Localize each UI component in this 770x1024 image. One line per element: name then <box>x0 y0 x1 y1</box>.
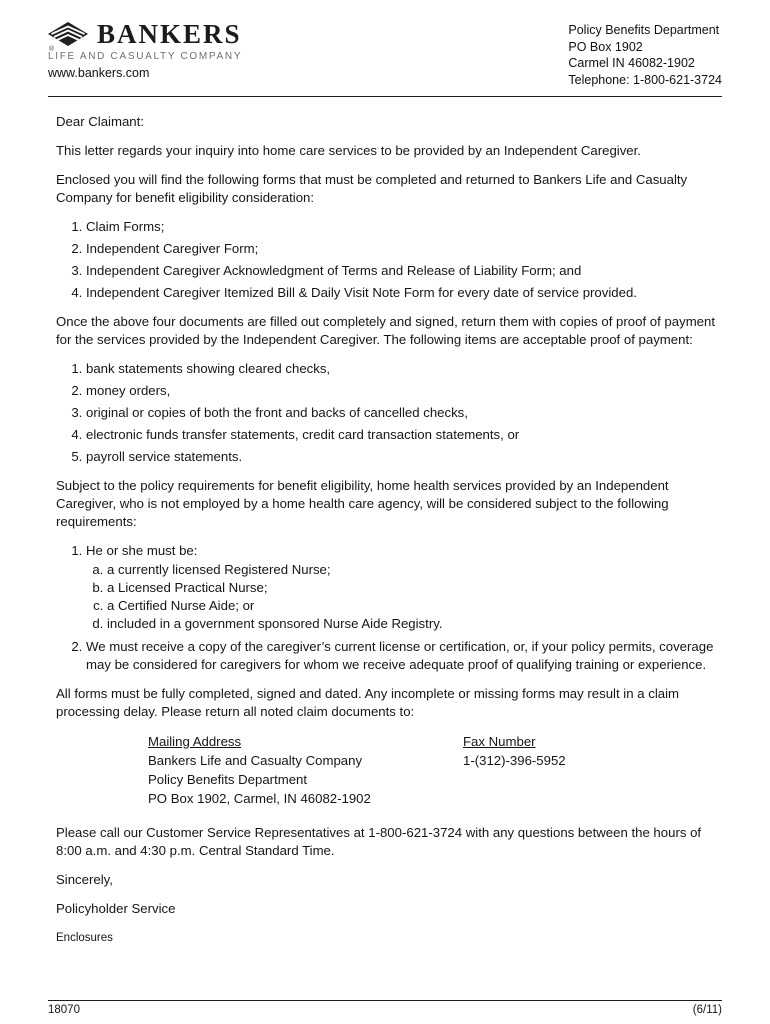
list-item: d. included in a government sponsored Nurse Aide Registry. <box>107 615 722 633</box>
fax-number: 1-(312)-396-5952 <box>463 753 566 768</box>
footer-divider <box>48 1000 722 1001</box>
department-name: Policy Benefits Department <box>568 23 720 37</box>
brand-block <box>48 20 242 80</box>
proof-of-payment-list <box>56 360 722 466</box>
po-box-line: PO Box 1902 <box>568 39 643 54</box>
mailing-address-heading: Mailing Address <box>148 734 242 749</box>
fax-number-heading: Fax Number <box>463 734 536 749</box>
list-item: b. a Licensed Practical Nurse; <box>107 579 722 597</box>
telephone-line: Telephone: 1-800-621-3724 <box>568 72 722 87</box>
list-item: 5. payroll service statements. <box>86 448 722 466</box>
city-state-zip-line: Carmel IN 46082-1902 <box>568 56 695 70</box>
registered-trademark-symbol: ® <box>49 46 55 54</box>
list-item: 4. Independent Caregiver Itemized Bill & Daily Visit Note Form for every date of service provided. <box>86 284 722 302</box>
credential-options-list <box>86 561 722 633</box>
paragraph-return-instructions: All forms must be fully completed, signed and dated. Any incomplete or missing forms may result in a claim processing delay. Please return all noted claim documents to: <box>56 686 680 719</box>
department-address-block <box>568 20 722 88</box>
paragraph-intro: This letter regards your inquiry into home care services to be provided by an Independent Caregiver. <box>56 143 641 158</box>
list-item: 3. Independent Caregiver Acknowledgment of Terms and Release of Liability Form; and <box>86 262 722 280</box>
fax-number-block <box>463 732 566 808</box>
list-item: 2. We must receive a copy of the caregiver’s current license or certification, or, if your policy permits, coverage may be considered for caregivers for whom we receive adequate proof of qualifying training or experience. <box>86 638 722 674</box>
list-item: c. a Certified Nurse Aide; or <box>107 597 722 615</box>
salutation: Dear Claimant: <box>56 114 144 129</box>
form-number: 18070 <box>48 1004 80 1016</box>
company-website: www.bankers.com <box>48 66 150 81</box>
bankers-logo-icon <box>48 22 88 54</box>
requirements-list <box>56 542 722 674</box>
mailing-address-line: PO Box 1902, Carmel, IN 46082-1902 <box>148 791 371 806</box>
list-item: 3. original or copies of both the front and backs of cancelled checks, <box>86 404 722 422</box>
paragraph-requirements: Subject to the policy requirements for benefit eligibility, home health services provided by an Independent Caregiver, who is not employed by a home health care agency, will be considered subject to the following requirements: <box>56 478 669 529</box>
list-item: 2. money orders, <box>86 382 722 400</box>
list-item <box>86 542 722 633</box>
forms-list <box>56 218 722 302</box>
paragraph-proof-of-payment: Once the above four documents are filled out completely and signed, return them with copies of proof of payment for the services provided by the Independent Caregiver. The following items are acceptable proof of payment: <box>56 314 716 347</box>
mailing-address-line: Policy Benefits Department <box>148 772 308 787</box>
list-item: 2. Independent Caregiver Form; <box>86 240 722 258</box>
return-address-block <box>148 732 722 808</box>
paragraph-enclosed-forms: Enclosed you will find the following forms that must be completed and returned to Bankers Life and Casualty Company for benefit eligibility consideration: <box>56 172 688 205</box>
enclosures-note: Enclosures <box>56 932 113 944</box>
requirement-label: He or she must be: <box>86 543 198 558</box>
letterhead <box>48 20 722 88</box>
company-subtitle: LIFE AND CASUALTY COMPANY <box>48 51 243 63</box>
letter-body <box>48 97 722 947</box>
list-item: 1. bank statements showing cleared checks, <box>86 360 722 378</box>
list-item: a. a currently licensed Registered Nurse; <box>107 561 722 579</box>
mailing-address-line: Bankers Life and Casualty Company <box>148 753 363 768</box>
signature: Policyholder Service <box>56 901 176 916</box>
revision-code: (6/11) <box>692 1004 722 1016</box>
list-item: 1. Claim Forms; <box>86 218 722 236</box>
page-footer <box>48 1000 722 1016</box>
mailing-address-block <box>148 732 463 808</box>
list-item: 4. electronic funds transfer statements, credit card transaction statements, or <box>86 426 722 444</box>
paragraph-customer-service: Please call our Customer Service Representatives at 1-800-621-3724 with any questions between the hours of 8:00 a.m. and 4:30 p.m. Central Standard Time. <box>56 825 702 858</box>
closing: Sincerely, <box>56 872 113 887</box>
company-name: BANKERS <box>97 19 242 49</box>
